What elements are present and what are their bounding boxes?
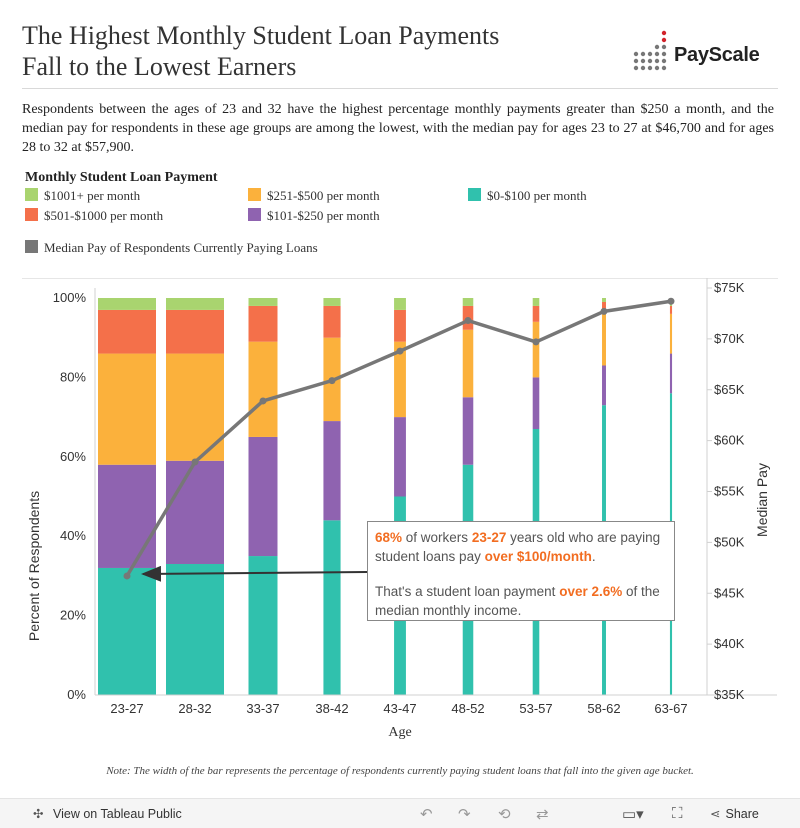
y-tick-label: 80% bbox=[59, 369, 86, 385]
y2-tick-label: $45K bbox=[714, 585, 745, 601]
callout-text: That's a student loan payment bbox=[375, 584, 560, 599]
y-tick-label: 60% bbox=[59, 448, 86, 464]
share-button[interactable] bbox=[710, 806, 759, 821]
legend-swatch bbox=[248, 208, 261, 221]
view-on-tableau-link[interactable] bbox=[33, 806, 182, 821]
footnote: Note: The width of the bar represents the percentage of respondents currently paying student loans that fall into the given age bucket. bbox=[106, 765, 694, 777]
comment-icon[interactable]: ▭▾ bbox=[622, 806, 644, 823]
legend-label: $501-$1000 per month bbox=[44, 208, 164, 223]
bar-segment bbox=[602, 314, 606, 366]
legend-swatch bbox=[25, 240, 38, 253]
bar-segment bbox=[98, 298, 156, 310]
legend-label: $1001+ per month bbox=[44, 188, 141, 203]
bar-segment bbox=[533, 306, 540, 322]
callout-highlight: over 2.6% bbox=[559, 584, 623, 599]
fullscreen-icon[interactable]: ⛶ bbox=[672, 805, 683, 822]
bar-segment bbox=[323, 421, 340, 520]
bar-segment bbox=[249, 342, 278, 437]
callout-text: . bbox=[591, 549, 596, 564]
bar-segment bbox=[533, 377, 540, 429]
share-icon: ⋖ bbox=[710, 807, 721, 821]
legend-swatch bbox=[248, 188, 261, 201]
legend-label: $0-$100 per month bbox=[487, 188, 587, 203]
y2-axis-label: Median Pay bbox=[754, 463, 770, 537]
callout-highlight: over $100/month bbox=[484, 549, 592, 564]
bar-segment bbox=[323, 298, 340, 306]
legend-title: Monthly Student Loan Payment bbox=[25, 170, 218, 185]
stacked-bar-chart bbox=[0, 278, 800, 748]
callout-text: years old who are paying student loans pay bbox=[375, 530, 661, 564]
median-pay-point bbox=[260, 397, 267, 404]
bar-segment bbox=[394, 417, 406, 496]
x-tick-label: 48-52 bbox=[451, 701, 485, 716]
view-on-tableau-label: View on Tableau Public bbox=[53, 807, 182, 821]
median-pay-point bbox=[465, 317, 472, 324]
bar-segment bbox=[166, 564, 224, 695]
legend-label: $101-$250 per month bbox=[267, 208, 380, 223]
legend-item-median-pay[interactable] bbox=[25, 240, 318, 256]
legend-item-0-100[interactable] bbox=[468, 188, 587, 204]
bar-segment bbox=[670, 306, 672, 314]
bar-segment bbox=[394, 298, 406, 310]
y2-tick-label: $65K bbox=[714, 381, 745, 397]
callout-highlight: 23-27 bbox=[471, 530, 507, 545]
median-pay-point bbox=[668, 298, 675, 305]
refresh-icon[interactable]: ⇄ bbox=[536, 806, 549, 823]
chart-title bbox=[22, 20, 582, 82]
redo-icon[interactable]: ↷ bbox=[458, 806, 471, 823]
bar-segment bbox=[463, 397, 474, 464]
bar-segment bbox=[249, 306, 278, 342]
y2-tick-label: $55K bbox=[714, 483, 745, 499]
title-divider bbox=[22, 88, 778, 89]
bar-segment bbox=[98, 465, 156, 568]
bar-segment bbox=[166, 298, 224, 310]
title-line-2: Fall to the Lowest Earners bbox=[22, 52, 297, 81]
y2-tick-label: $75K bbox=[714, 280, 745, 295]
y-tick-label: 100% bbox=[52, 290, 86, 305]
payscale-logo bbox=[632, 30, 772, 74]
legend-item-101-250[interactable] bbox=[248, 208, 380, 224]
bar-segment bbox=[323, 520, 340, 695]
median-pay-point bbox=[533, 338, 540, 345]
y-axis-label: Percent of Respondents bbox=[26, 490, 42, 642]
median-pay-point bbox=[329, 377, 336, 384]
tableau-icon: ✣ bbox=[33, 807, 44, 821]
bar-segment bbox=[98, 354, 156, 465]
bar-segment bbox=[394, 310, 406, 342]
callout-highlight: 68% bbox=[375, 530, 403, 545]
x-tick-label: 58-62 bbox=[587, 701, 621, 716]
median-pay-point bbox=[397, 348, 404, 355]
legend-swatch bbox=[25, 208, 38, 221]
legend-label: Median Pay of Respondents Currently Paying Loans bbox=[44, 240, 318, 255]
bar-segment bbox=[249, 437, 278, 556]
tableau-toolbar bbox=[0, 798, 800, 828]
bar-segment bbox=[602, 298, 606, 302]
callout-paragraph-1 bbox=[375, 528, 667, 566]
callout-text: of the median monthly income. bbox=[375, 584, 660, 618]
bar-segment bbox=[463, 298, 474, 306]
x-axis-label: Age bbox=[388, 725, 412, 740]
legend-item-501-1000[interactable] bbox=[25, 208, 163, 224]
x-tick-label: 63-67 bbox=[654, 701, 688, 716]
bar-segment bbox=[602, 365, 606, 405]
y2-tick-label: $50K bbox=[714, 534, 745, 550]
annotation-callout bbox=[367, 521, 675, 621]
description: Respondents between the ages of 23 and 32 have the highest percentage monthly payments greater than $250 a month, and the median pay for respondents in these age groups are among the lowest, with the median pay for ages 23 to 27 at $46,700 and for ages 28 to 32 at $57,900. bbox=[22, 102, 774, 155]
title-line-1: The Highest Monthly Student Loan Payments bbox=[22, 21, 500, 50]
x-tick-label: 53-57 bbox=[519, 701, 553, 716]
bar-segment bbox=[533, 298, 540, 306]
x-tick-label: 33-37 bbox=[246, 701, 280, 716]
bar-segment bbox=[670, 314, 672, 354]
legend-item-1001-plus[interactable] bbox=[25, 188, 140, 204]
payscale-dots-icon bbox=[632, 30, 674, 74]
bar-segment bbox=[166, 461, 224, 564]
bar-segment bbox=[249, 298, 278, 306]
x-tick-label: 23-27 bbox=[110, 701, 144, 716]
y-tick-label: 40% bbox=[59, 528, 86, 544]
callout-paragraph-2 bbox=[375, 582, 667, 620]
legend-swatch bbox=[468, 188, 481, 201]
legend-item-251-500[interactable] bbox=[248, 188, 380, 204]
share-label: Share bbox=[725, 807, 759, 821]
bar-segment bbox=[98, 568, 156, 695]
bar-segment bbox=[670, 354, 672, 394]
y2-tick-label: $40K bbox=[714, 636, 745, 652]
x-tick-label: 43-47 bbox=[383, 701, 417, 716]
median-pay-point bbox=[192, 458, 199, 465]
y2-tick-label: $70K bbox=[714, 330, 745, 346]
revert-icon[interactable]: ⟲ bbox=[498, 806, 511, 823]
undo-icon[interactable]: ↶ bbox=[420, 806, 433, 823]
bar-segment bbox=[463, 330, 474, 397]
logo-text: PayScale bbox=[674, 44, 760, 66]
bar-segment bbox=[249, 556, 278, 695]
bar-segment bbox=[98, 310, 156, 354]
legend-label: $251-$500 per month bbox=[267, 188, 380, 203]
bar-segment bbox=[323, 306, 340, 338]
legend-swatch bbox=[25, 188, 38, 201]
callout-text: of workers bbox=[402, 530, 472, 545]
bar-segment bbox=[533, 322, 540, 378]
median-pay-point bbox=[124, 572, 131, 579]
median-pay-point bbox=[601, 308, 608, 315]
y2-tick-label: $60K bbox=[714, 432, 745, 448]
bar-segment bbox=[166, 310, 224, 354]
y-tick-label: 20% bbox=[59, 607, 86, 623]
y2-tick-label: $35K bbox=[714, 687, 745, 702]
x-tick-label: 28-32 bbox=[178, 701, 212, 716]
x-tick-label: 38-42 bbox=[315, 701, 349, 716]
y-tick-label: 0% bbox=[67, 687, 86, 702]
